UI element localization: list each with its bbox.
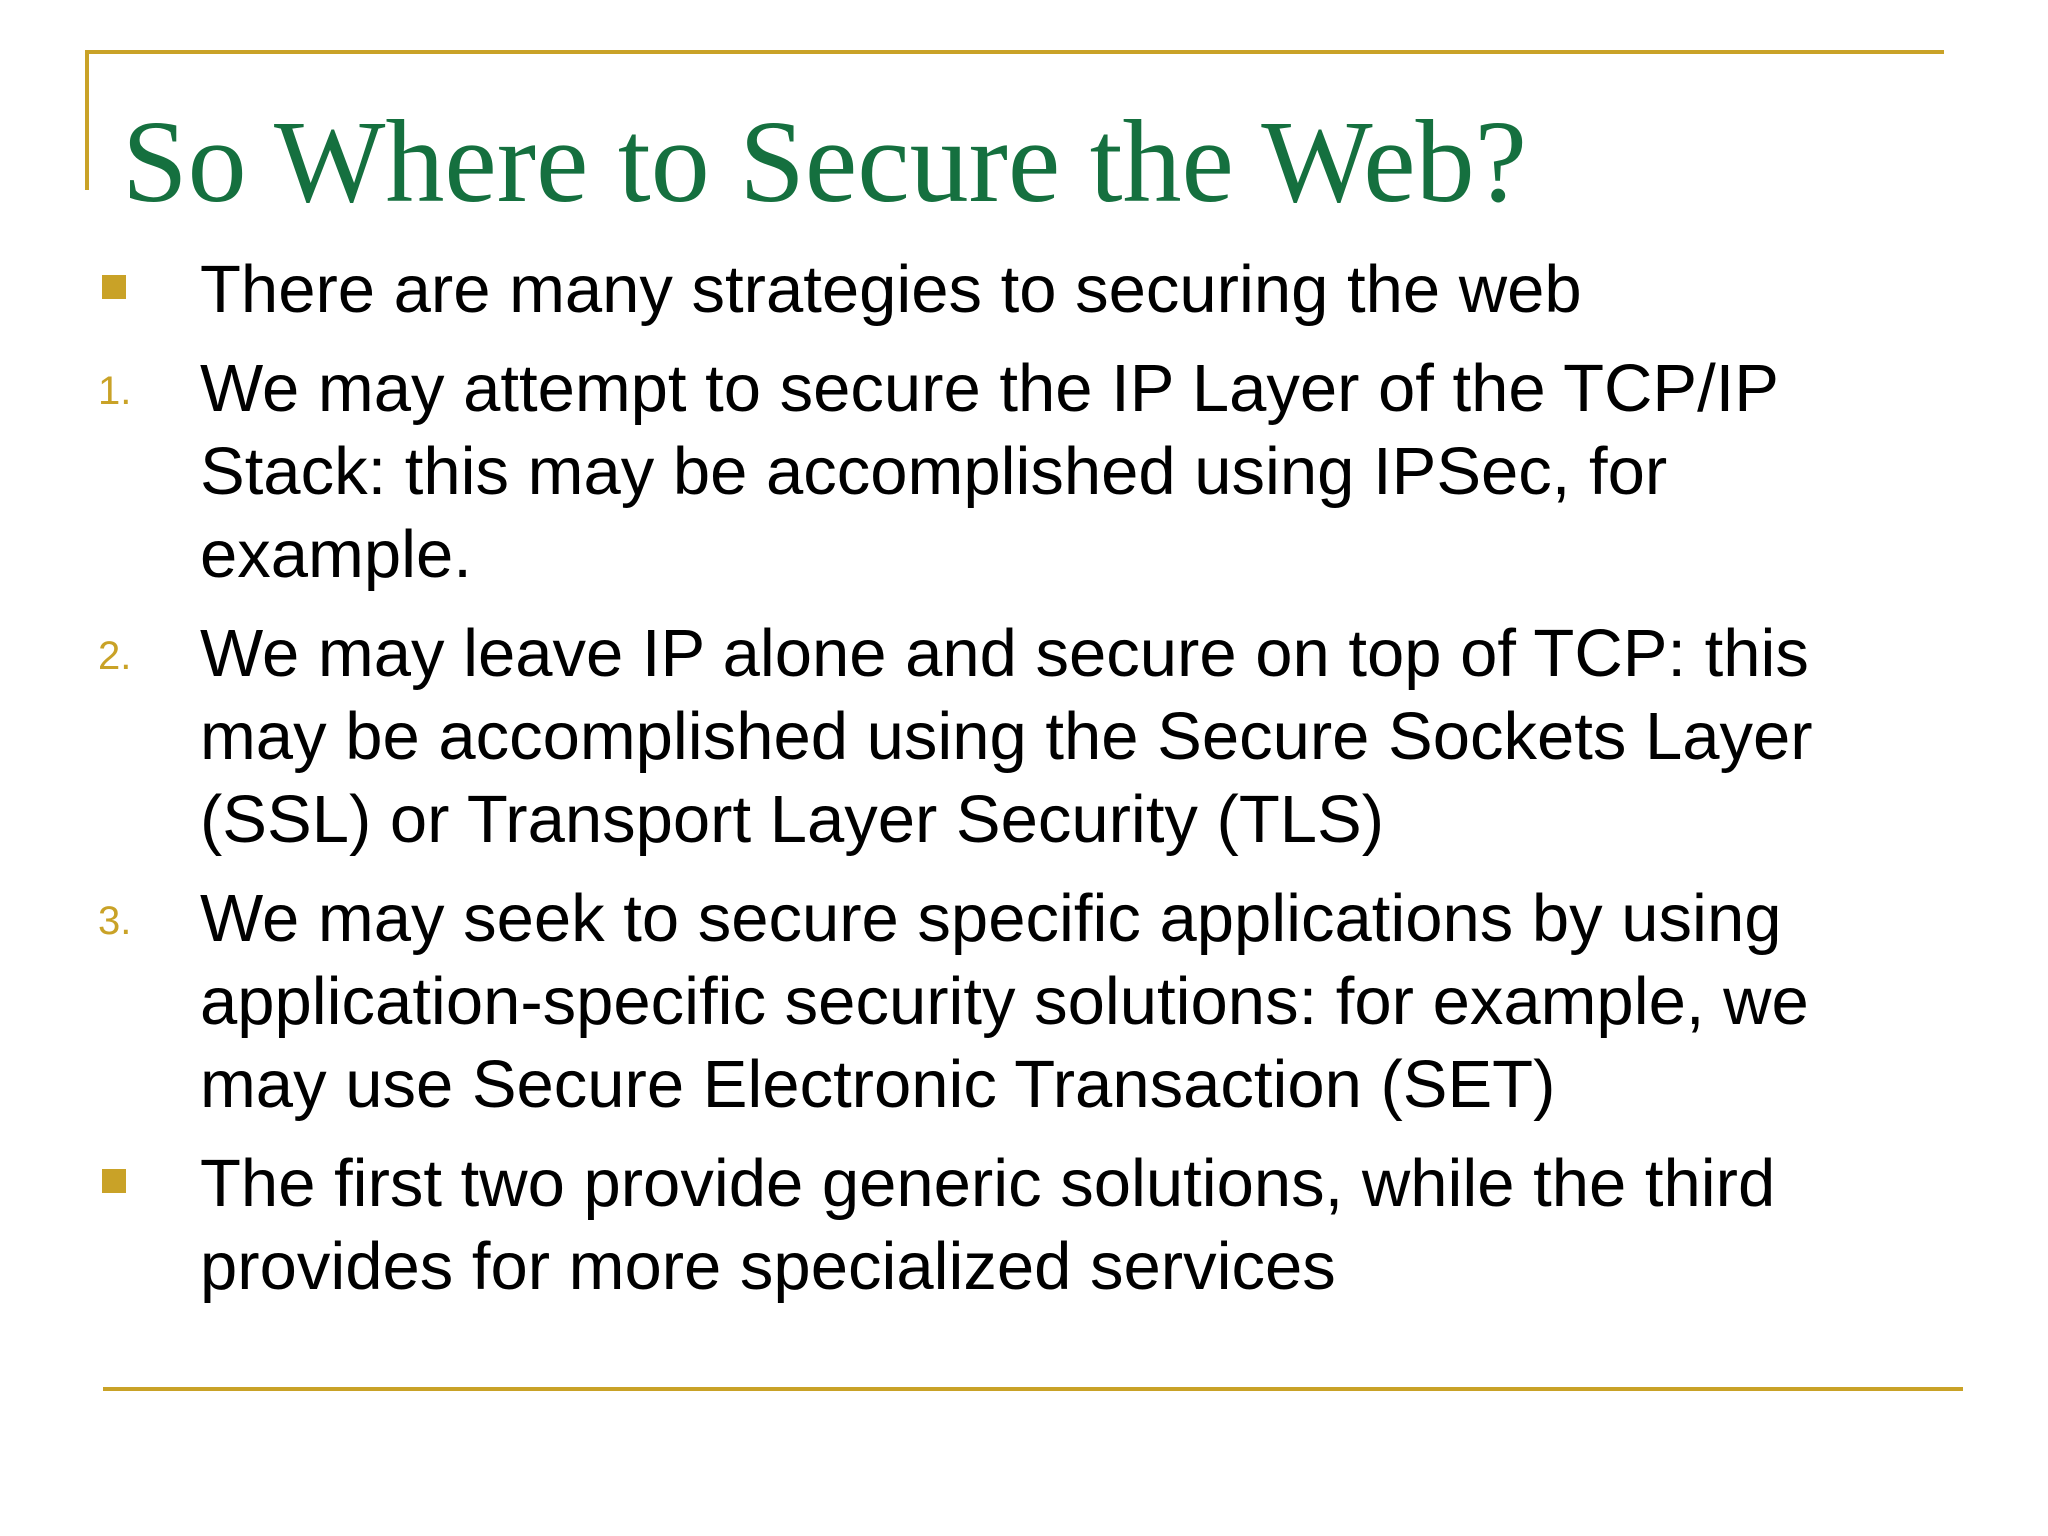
list-item-text: There are many strategies to securing the web bbox=[200, 252, 1582, 327]
list-item bbox=[0, 877, 1900, 1126]
list-item bbox=[0, 248, 1900, 331]
bullet-list bbox=[0, 248, 2048, 1324]
list-item bbox=[0, 347, 1900, 596]
square-bullet-icon bbox=[102, 1169, 126, 1193]
list-item-number: 2. bbox=[98, 634, 132, 678]
list-item-number: 3. bbox=[98, 899, 132, 943]
list-item-text: We may seek to secure specific applications by using application-specific security solutions: for example, we may use Secure Electronic Transaction (SET) bbox=[200, 881, 1809, 1122]
list-item-text: We may leave IP alone and secure on top of TCP: this may be accomplished using the Secure Sockets Layer (SSL) or Transport Layer Security (TLS) bbox=[200, 616, 1813, 857]
left-frame-line bbox=[85, 50, 89, 190]
list-item bbox=[0, 612, 1900, 861]
bottom-frame-line bbox=[103, 1387, 1963, 1391]
square-bullet-icon bbox=[102, 275, 126, 299]
slide-title: So Where to Secure the Web? bbox=[122, 96, 1527, 227]
list-item bbox=[0, 1142, 1900, 1308]
top-frame-line bbox=[85, 50, 1944, 54]
list-item-text: We may attempt to secure the IP Layer of the TCP/IP Stack: this may be accomplished using IPSec, for example. bbox=[200, 351, 1778, 592]
list-item-number: 1. bbox=[98, 369, 132, 413]
list-item-text: The first two provide generic solutions, while the third provides for more specialized services bbox=[200, 1146, 1776, 1304]
